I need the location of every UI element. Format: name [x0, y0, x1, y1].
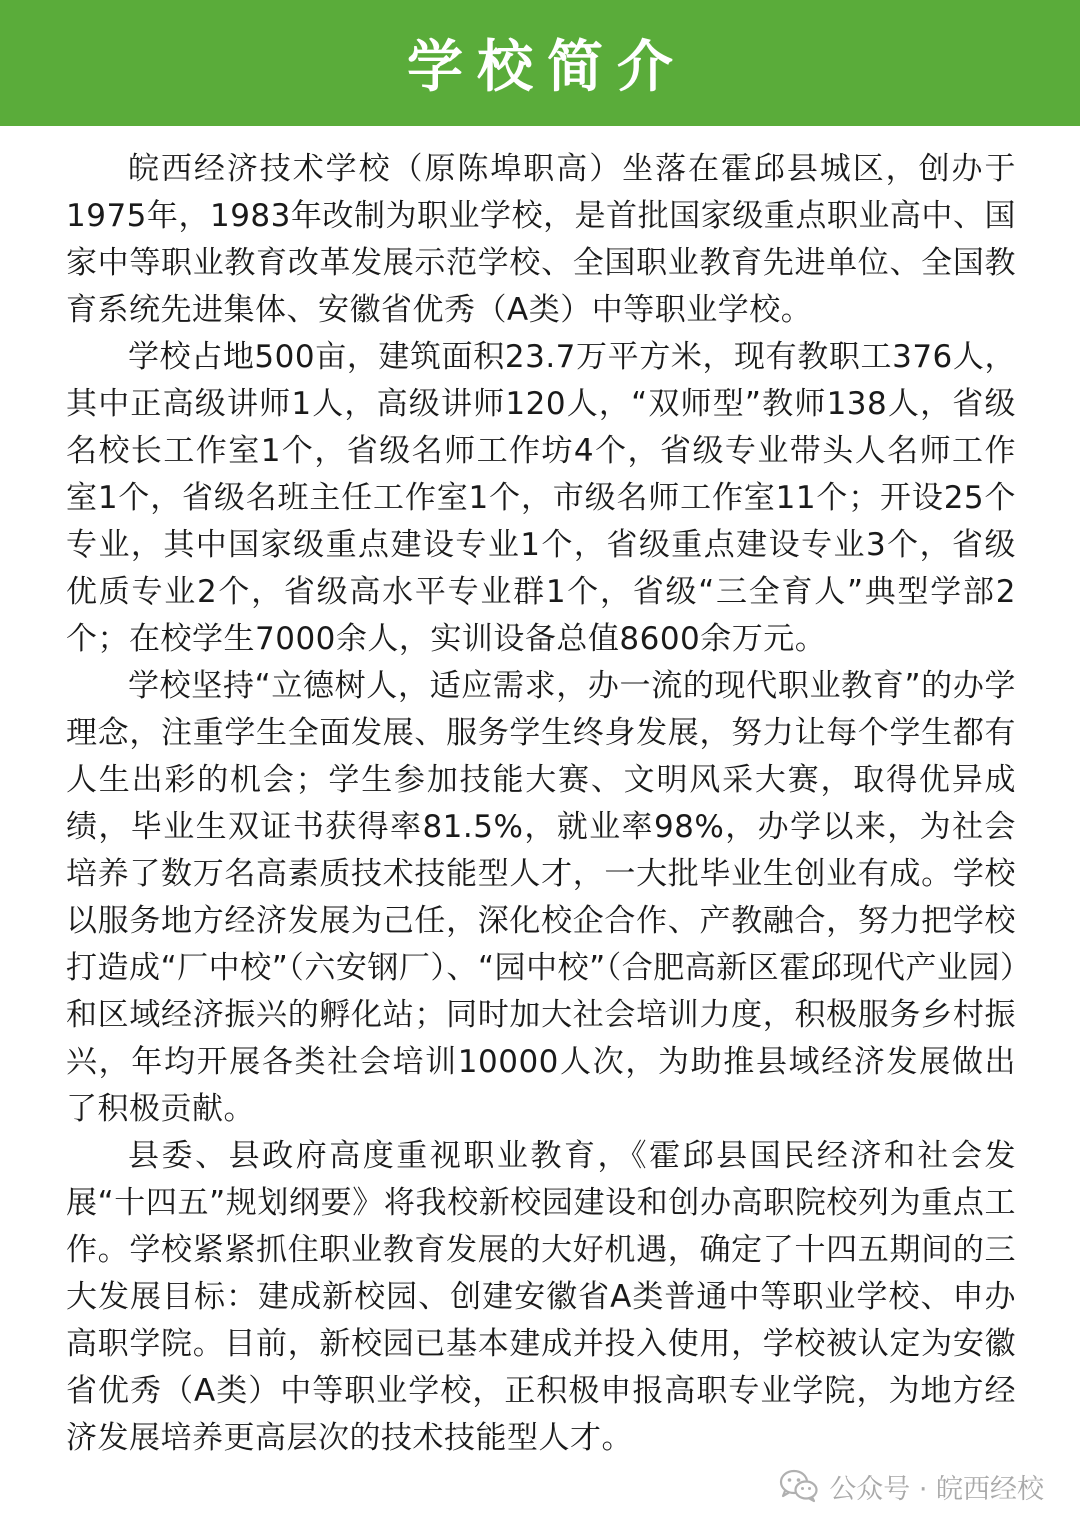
paragraph-facilities: 学校占地500亩，建筑面积23.7万平方米，现有教职工376人，其中正高级讲师1人，高级讲师120人，“双师型”教师138人，省级名校长工作室1个，省级名师工作坊4个，省级专业带头人名师工作室1个，省级名班主任工作室1个，市级名师工作室11个；开设25个专业，其中国家级重点建设专业1个，省级重点建设专业3个，省级优质专业2个，省级高水平专业群1个，省级“三全育人”典型学部2个；在校学生7000余人，实训设备总值8600余万元。	[66, 339, 1016, 657]
paragraph-development: 县委、县政府高度重视职业教育，《霍邱县国民经济和社会发展“十四五”规划纲要》将我校新校园建设和创办高职院校列为重点工作。学校紧紧抓住职业教育发展的大好机遇，确定了十四五期间的三大发展目标：建成新校园、创建安徽省A类普通中等职业学校、申办高职学院。目前，新校园已基本建成并投入使用，学校被认定为安徽省优秀（A类）中等职业学校，正积极申报高职专业学院，为地方经济发展培养更高层次的技术技能型人才。	[66, 1138, 1016, 1456]
wechat-account-name: 公众号 · 皖西经校	[829, 1473, 1044, 1505]
paragraph-philosophy: 学校坚持“立德树人，适应需求，办一流的现代职业教育”的办学理念，注重学生全面发展、服务学生终身发展，努力让每个学生都有人生出彩的机会；学生参加技能大赛、文明风采大赛，取得优异成绩，毕业生双证书获得率81.5%，就业率98%，办学以来，为社会培养了数万名高素质技术技能型人才，一大批毕业生创业有成。学校以服务地方经济发展为己任，深化校企合作、产教融合，努力把学校打造成“厂中校”（六安钢厂）、“园中校”（合肥高新区霍邱现代产业园）和区域经济振兴的孵化站；同时加大社会培训力度，积极服务乡村振兴，年均开展各类社会培训10000人次，为助推县域经济发展做出了积极贡献。	[66, 668, 1016, 1127]
wechat-account-watermark	[779, 1466, 1044, 1506]
wechat-icon	[779, 1469, 819, 1503]
article-body	[66, 146, 1016, 1462]
header-banner	[0, 0, 1080, 126]
paragraph-intro: 皖西经济技术学校（原陈埠职高）坐落在霍邱县城区，创办于1975年，1983年改制为职业学校，是首批国家级重点职业高中、国家中等职业教育改革发展示范学校、全国职业教育先进单位、全国教育系统先进集体、安徽省优秀（A类）中等职业学校。	[66, 151, 1016, 328]
page-title: 学校简介	[407, 35, 687, 100]
